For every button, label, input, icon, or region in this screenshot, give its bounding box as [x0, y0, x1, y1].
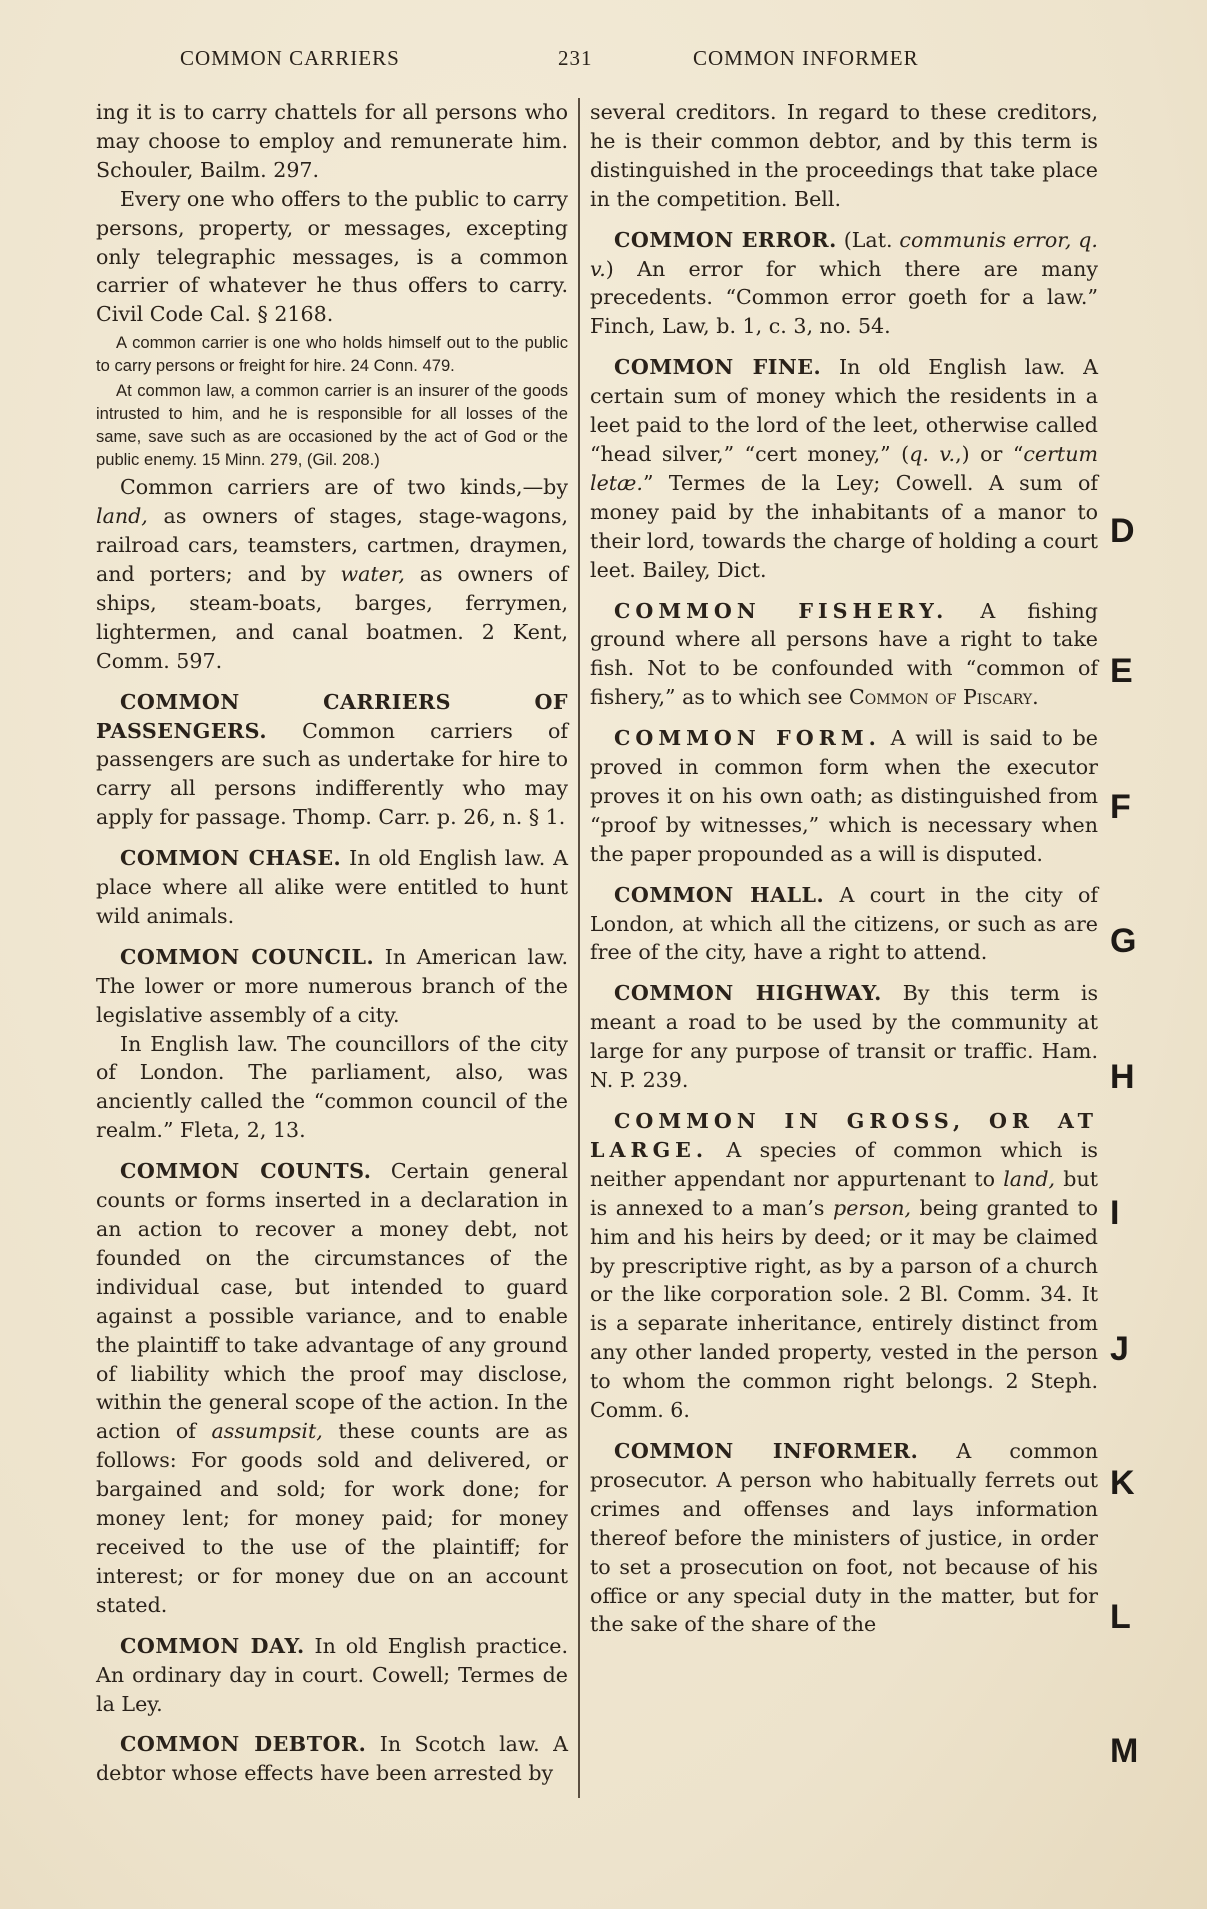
column-divider [578, 98, 580, 1798]
entry-common-carriers-of-passengers: COMMON CARRIERS OF PASSENGERS. Common carriers of passengers are such as undertake for hire to carry all persons indifferently who may apply for passage. Thomp. Carr. p. 26, n. § 1. [96, 689, 568, 830]
paragraph: Common carriers are of two kinds,—by land, as owners of stages, stage-wagons, railroad cars, teamsters, cartmen, draymen, and porters; and by water, as owners of ships, steam-boats, barges, ferrymen, lightermen, and canal boatmen. 2 Kent, Comm. 597. [96, 475, 568, 673]
paragraph: ing it is to carry chattels for all persons who may choose to employ and remunerate him. Schouler, Bailm. 297. [96, 100, 568, 182]
entry-common-hall: COMMON HALL. A court in the city of London, at which all the citizens, or such as are free of the city, have a right to attend. [590, 882, 1098, 965]
headword: COMMON FORM. [614, 726, 881, 751]
thumb-index-k[interactable]: K [1110, 1464, 1135, 1502]
thumb-index-h[interactable]: H [1110, 1058, 1135, 1096]
entry-common-fishery: COMMON FISHERY. A fishing ground where all persons have a right to take fish. Not to be confounded with “common of fishery,” as to which see Common of Piscary. [590, 598, 1098, 710]
thumb-index-m[interactable]: M [1110, 1732, 1139, 1770]
entry-common-counts: COMMON COUNTS. Certain general counts or forms inserted in a declaration in an action to recover a money debt, not founded on the circumstances of the individual case, but intended to guard against a possible variance, and to enable the plaintiff to take advantage of any ground of liability which the proof may disclose, within the general scope of the action. In the action of assumpsit, these counts are as follows: For goods sold and delivered, or bargained and sold; for work done; for money lent; for money paid; for money received to the use of the plaintiff; for interest; or for money due on an account stated. [96, 1159, 568, 1617]
paragraph: several creditors. In regard to these creditors, he is their common debtor, and by this term is distinguished in the proceedings that take place in the competition. Bell. [590, 100, 1098, 211]
headword: COMMON HALL. [614, 882, 825, 907]
thumb-index-f[interactable]: F [1110, 788, 1131, 826]
paragraph: In English law. The councillors of the city of London. The parliament, also, was anciently called the “common council of the realm.” Fleta, 2, 13. [96, 1031, 568, 1143]
entry-common-chase: COMMON CHASE. In old English law. A place where all alike were entitled to hunt wild animals. [96, 846, 569, 928]
entry-common-day: COMMON DAY. In old English practice. An ordinary day in court. Cowell; Termes de la Ley. [96, 1633, 568, 1716]
footnote: At common law, a common carrier is an insurer of the goods intrusted to him, and he is responsible for all losses of the same, save such as are occasioned by the act of God or the public enemy. 15 Minn. 279, (Gil. 208.) [96, 381, 568, 470]
entry-common-fine: COMMON FINE. In old English law. A certain sum of money which the residents in a leet paid to the lord of the leet, otherwise called “head silver,” “cert money,” (q. v.,) or “certum letæ.” Termes de la Ley; Cowell. A sum of money paid by the inhabitants of a manor to their lord, towards the charge of holding a court leet. Bailey, Dict. [590, 355, 1098, 582]
right-column [590, 98, 1098, 1639]
page-number: 231 [558, 46, 593, 70]
entry-common-informer: COMMON INFORMER. A common prosecutor. A person who habitually ferrets out crimes and offenses and lays information thereof before the ministers of justice, in order to set a prosecution on foot, not because of his office or any special duty in the matter, but for the sake of the share of the [590, 1438, 1098, 1637]
entry-common-highway: COMMON HIGHWAY. By this term is meant a road to be used by the community at large for any purpose of transit or traffic. Ham. N. P. 239. [590, 981, 1099, 1093]
header-right: COMMON INFORMER [693, 46, 919, 70]
headword: COMMON DEBTOR. [120, 1732, 367, 1757]
headword: COMMON COUNCIL. [120, 944, 375, 969]
headword: COMMON CARRIERS OF PASSENGERS. [96, 689, 568, 743]
thumb-index-i[interactable]: I [1110, 1194, 1120, 1232]
paragraph: Every one who offers to the public to carry persons, property, or messages, excepting only telegraphic messages, is a common carrier of whatever he thus offers to carry. Civil Code Cal. § 2168. [96, 186, 569, 327]
entry-common-form: COMMON FORM. A will is said to be proved in common form when the executor proves it on his own oath; as distinguished from “proof by witnesses,” which is necessary when the paper propounded as a will is disputed. [590, 726, 1098, 866]
headword: COMMON FINE. [614, 355, 822, 380]
thumb-index-e[interactable]: E [1110, 652, 1133, 690]
header-left: COMMON CARRIERS [180, 46, 400, 70]
headword: COMMON DAY. [120, 1633, 305, 1658]
entry-common-error: COMMON ERROR. (Lat. communis error, q. v.) An error for which there are many precedents. “Common error goeth for a law.” Finch, Law, b. 1, c. 3, no. 54. [590, 227, 1098, 339]
left-column [96, 98, 568, 1788]
headword: COMMON INFORMER. [614, 1438, 919, 1463]
entry-common-council: COMMON COUNCIL. In American law. The lower or more numerous branch of the legislative assembly of a city. [96, 944, 568, 1027]
entry-common-in-gross: COMMON IN GROSS, OR AT LARGE. A species of common which is neither appendant nor appurtenant to land, but is annexed to a man’s person, being granted to him and his heirs by deed; or it may be claimed by prescriptive right, as by a parson of a church or the like corporation sole. 2 Bl. Comm. 34. It is a separate inheritance, entirely distinct from any other landed property, vested in the person to whom the common right belongs. 2 Steph. Comm. 6. [590, 1109, 1098, 1423]
entry-common-debtor: COMMON DEBTOR. In Scotch law. A debtor whose effects have been arrested by [96, 1732, 568, 1786]
headword: COMMON FISHERY. [614, 598, 949, 623]
thumb-index-g[interactable]: G [1110, 922, 1137, 960]
headword: COMMON ERROR. [614, 227, 837, 252]
headword: COMMON IN GROSS, OR AT LARGE. [590, 1109, 1098, 1162]
headword: COMMON CHASE. [120, 846, 342, 871]
running-header [180, 46, 980, 76]
footnote: A common carrier is one who holds himself out to the public to carry persons or freight for hire. 24 Conn. 479. [96, 333, 568, 376]
thumb-index-j[interactable]: J [1110, 1330, 1129, 1368]
headword: COMMON HIGHWAY. [614, 981, 882, 1006]
thumb-index-d[interactable]: D [1110, 512, 1135, 550]
headword: COMMON COUNTS. [120, 1159, 372, 1184]
thumb-index-l[interactable]: L [1110, 1598, 1131, 1636]
